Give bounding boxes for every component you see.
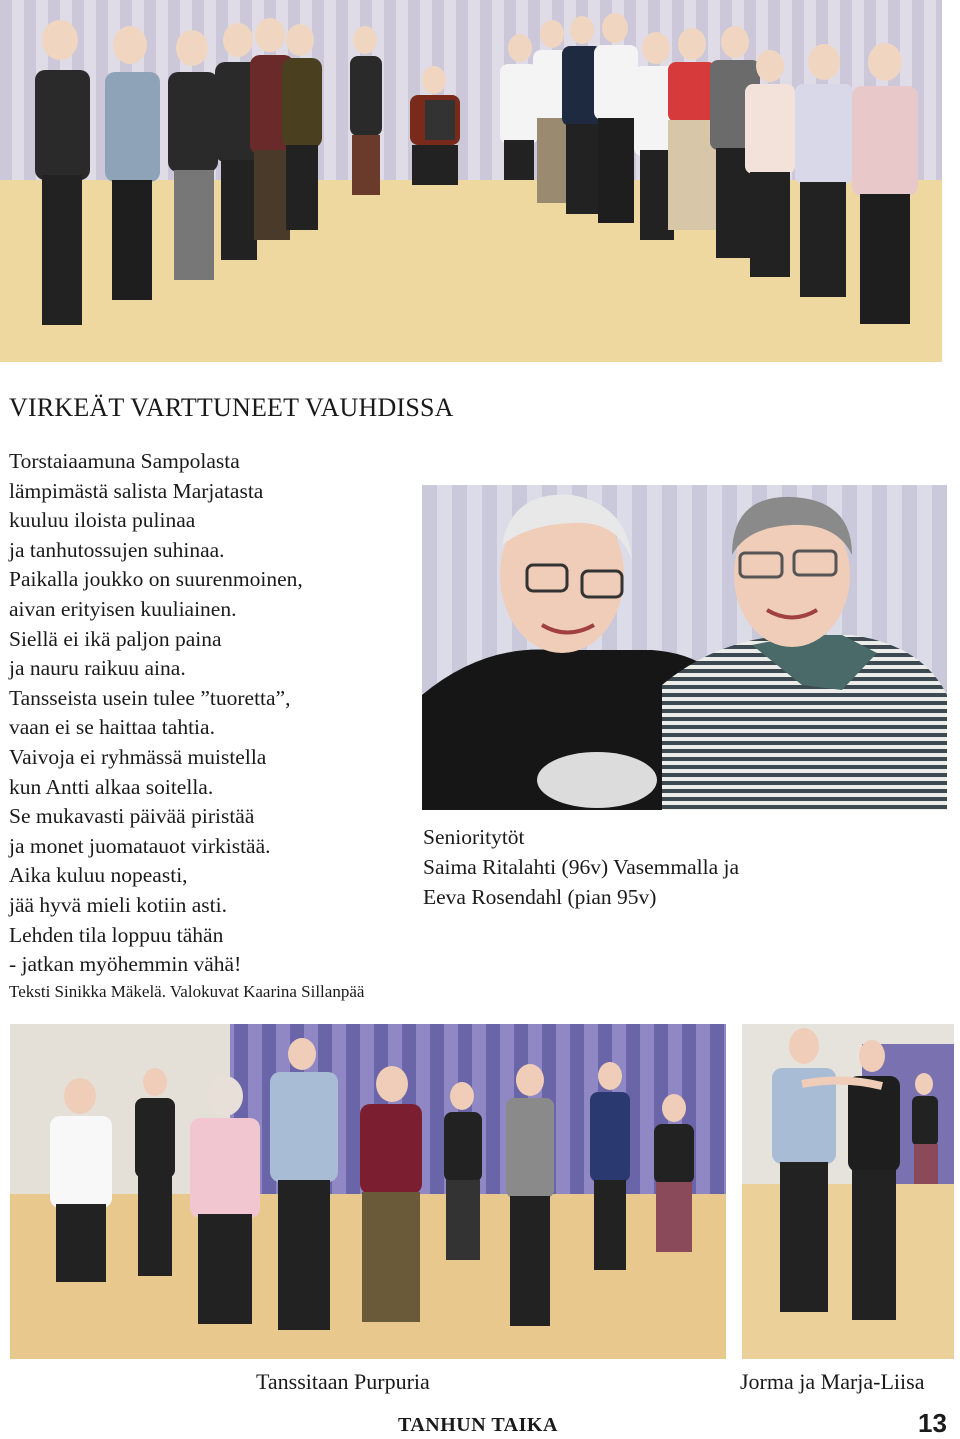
seniors-caption-line: Eeva Rosendahl (pian 95v) (423, 885, 657, 909)
page-number: 13 (918, 1408, 947, 1438)
jorma-caption: Jorma ja Marja-Liisa (740, 1369, 925, 1394)
group-photo (0, 0, 942, 362)
seniors-photo-image (422, 485, 947, 810)
poem-line: kun Antti alkaa soitella. (9, 774, 214, 799)
poem-line: Lehden tila loppuu tähän (9, 922, 224, 947)
poem-line: ja monet juomatauot virkistää. (9, 833, 271, 858)
magazine-name: TANHUN TAIKA (398, 1414, 558, 1436)
jorma-photo (742, 1024, 954, 1359)
purpuri-photo-image (10, 1024, 726, 1359)
jorma-photo-image (742, 1024, 954, 1359)
purpuri-caption: Tanssitaan Purpuria (256, 1369, 430, 1394)
poem-line: Siellä ei ikä paljon paina (9, 626, 222, 651)
poem-line: ja tanhutossujen suhinaa. (9, 537, 225, 562)
poem-line: Se mukavasti päivää piristää (9, 804, 255, 829)
seniors-caption (423, 822, 739, 912)
purpuri-photo (10, 1024, 726, 1359)
poem-line: ja nauru raikuu aina. (9, 656, 186, 681)
seniors-photo (422, 485, 947, 810)
poem-line: vaan ei se haittaa tahtia. (9, 715, 215, 740)
poem-line: - jatkan myöhemmin vähä! (9, 952, 242, 977)
poem-line: Paikalla joukko on suurenmoinen, (9, 567, 303, 592)
poem-line: Tansseista usein tulee ”tuoretta”, (9, 685, 291, 710)
seniors-caption-line: Saima Ritalahti (96v) Vasemmalla ja (423, 855, 740, 879)
group-photo-image (0, 0, 942, 362)
poem-line: Torstaiaamuna Sampolasta (9, 449, 240, 473)
seniors-caption-line: Seniority​töt (423, 825, 525, 849)
photo-credit: Teksti Sinikka Mäkelä. Valokuvat Kaarina Sillanpää (9, 982, 365, 1001)
poem-line: Vaivoja ei ryhmässä muistella (9, 744, 267, 769)
poem (9, 447, 303, 980)
poem-line: aivan erityisen kuuliainen. (9, 596, 237, 621)
article-title: VIRKEÄT VARTTUNEET VAUHDISSA (9, 393, 454, 422)
poem-line: lämpimästä salista Marjatasta (9, 478, 264, 503)
poem-line: jää hyvä mieli kotiin asti. (9, 892, 227, 917)
poem-line: Aika kuluu nopeasti, (9, 863, 188, 888)
poem-line: kuuluu iloista pulinaa (9, 508, 196, 533)
